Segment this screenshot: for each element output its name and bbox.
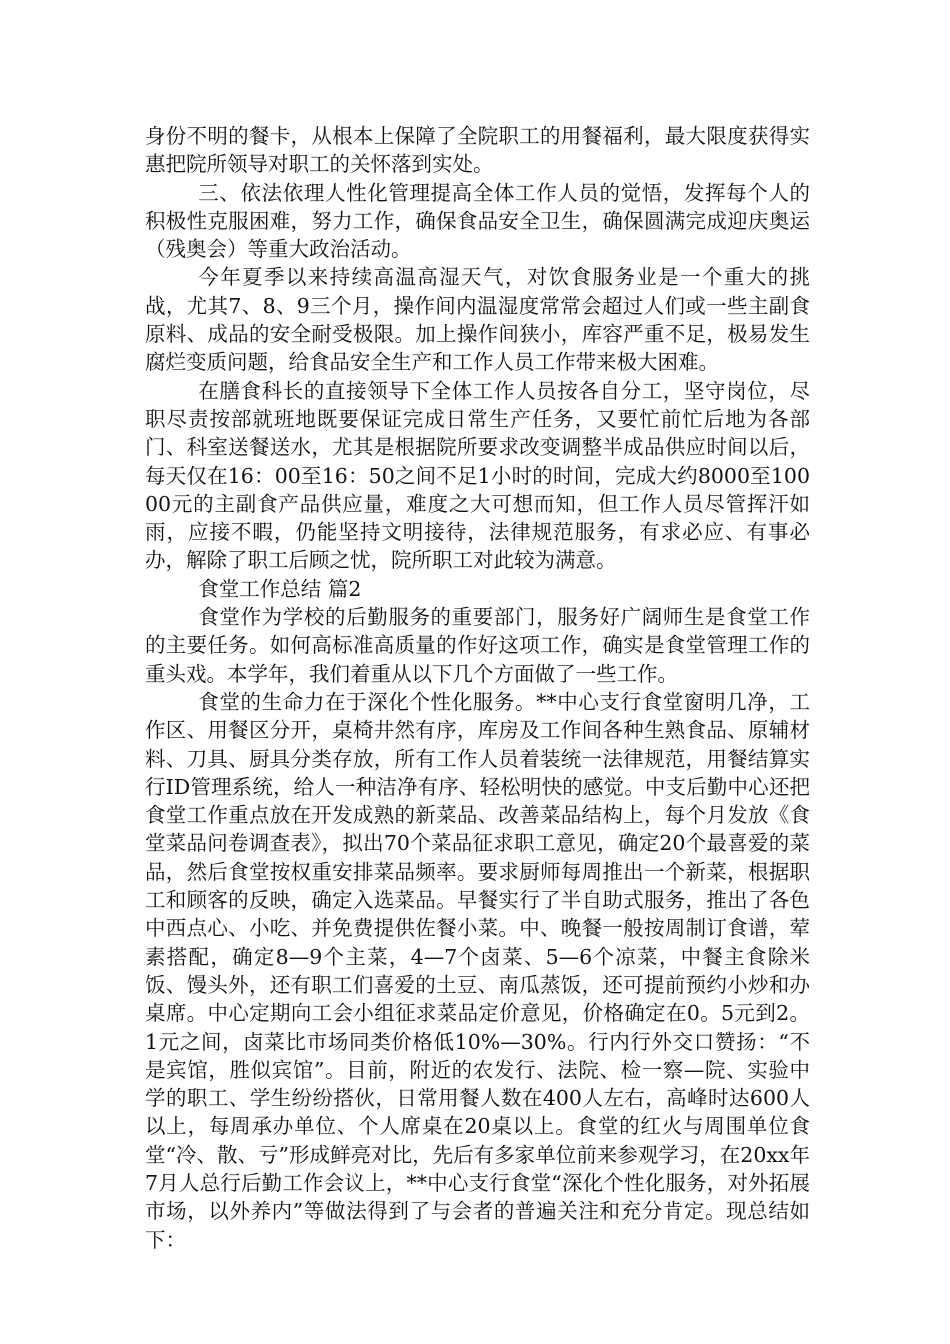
paragraph-section-three: 三、依法依理人性化管理提高全体工作人员的觉悟，发挥每个人的积极性克服困难，努力工作，确保食品安全卫生，确保圆满完成迎庆奥运（残奥会）等重大政治活动。 [145, 180, 810, 262]
document-body [145, 122, 810, 1254]
paragraph-canteen-intro: 食堂作为学校的后勤服务的重要部门，服务好广阔师生是食堂工作的主要任务。如何高标准高质量的作好这项工作，确实是食堂管理工作的重头戏。本学年，我们着重从以下几个方面做了一些工作。 [145, 605, 810, 686]
paragraph-continuation: 身份不明的餐卡，从根本上保障了全院职工的用餐福利，最大限度获得实惠把院所领导对职工的关怀落到实处。 [145, 124, 810, 177]
paragraph-personalized-service: 食堂的生命力在于深化个性化服务。**中心支行食堂窗明几净，工作区、用餐区分开，桌椅井然有序，库房及工作间各种生熟食品、原辅材料、刀具、厨具分类存放，所有工作人员着装统一法律规范，用餐结算实行ID管理系统，给人一种洁净有序、轻松明快的感觉。中支后勤中心还把食堂工作重点放在开发成熟的新菜品、改善菜品结构上，每个月发放《食堂菜品问卷调查表》，拟出70个菜品征求职工意见，确定20个最喜爱的菜品，然后食堂按权重安排菜品频率。要求厨师每周推出一个新菜，根据职工和顾客的反映，确定入选菜品。早餐实行了半自助式服务，推出了各色中西点心、小吃、并免费提供佐餐小菜。中、晚餐一般按周制订食谱，荤素搭配，确定8—9个主菜，4—7个卤菜、5—6个凉菜，中餐主食除米饭、馒头外，还有职工们喜爱的土豆、南瓜蒸饭，还可提前预约小炒和办桌席。中心定期向工会小组征求菜品定价意见，价格确定在0。5元到2。1元之间，卤菜比市场同类价格低10%—30%。行内行外交口赞扬：“不是宾馆，胜似宾馆”。目前，附近的农发行、法院、检一察—院、实验中学的职工、学生纷纷搭伙，日常用餐人数在400人左右，高峰时达600人以上，每周承办单位、个人席桌在20桌以上。食堂的红火与周围单位食堂“冷、散、亏”形成鲜亮对比，先后有多家单位前来参观学习，在20xx年7月人总行后勤工作会议上，**中心支行食堂“深化个性化服务，对外拓展市场，以外养内”等做法得到了与会者的普遍关注和充分肯定。现总结如下： [145, 689, 810, 1252]
paragraph-summer-challenge: 今年夏季以来持续高温高湿天气，对饮食服务业是一个重大的挑战，尤其7、8、9三个月，操作间内温湿度常常会超过人们或一些主副食原料、成品的安全耐受极限。加上操作间狭小，库容严重不足，极易发生腐烂变质问题，给食品安全生产和工作人员工作带来极大困难。 [145, 265, 810, 375]
section-heading: 食堂工作总结 篇2 [198, 576, 362, 601]
paragraph-staff-effort: 在膳食科长的直接领导下全体工作人员按各自分工，坚守岗位，尽职尽责按部就班地既要保证完成日常生产任务，又要忙前忙后地为各部门、科室送餐送水，尤其是根据院所要求改变调整半成品供应时间以后，每天仅在16：00至16：50之间不足1小时的时间，完成大约8000至10000元的主副食产品供应量，难度之大可想而知，但工作人员尽管挥汗如雨，应接不暇，仍能坚持文明接待，法律规范服务，有求必应、有事必办，解除了职工后顾之忧，院所职工对此较为满意。 [145, 378, 810, 573]
